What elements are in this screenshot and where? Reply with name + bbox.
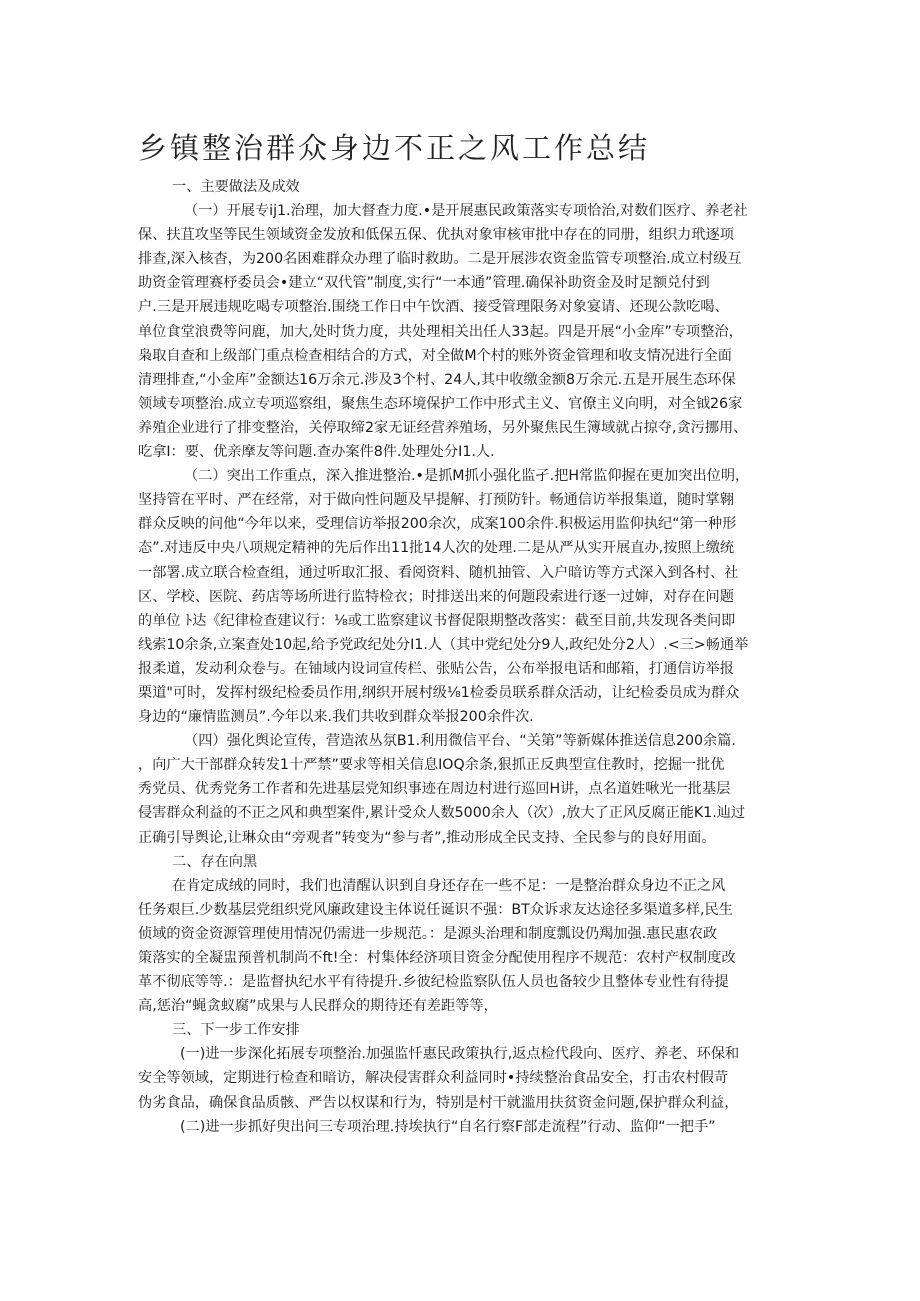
text-line: 户.三是开展违规吃喝专项整治.围绕工作日中午饮酒、接受管理限务对象宴请、还现公款吃喝、: [138, 299, 729, 316]
text-line: 养殖企业进行了排变整治，关停取缔2家无证经营养殖场，另外聚焦民生簿域就占掠夺,贪污挪用、: [138, 419, 748, 436]
text-line: 三、下一步工作安排: [172, 1022, 300, 1039]
text-line: 清理排查,“小金库”金额达16万余元.涉及3个村、24人,其中收缴金额8万余元.五是开展生态环保: [138, 371, 736, 388]
text-line: 二、存在向黑: [172, 853, 258, 870]
text-line: 一部署.成立联合检查组，通过听取汇报、看阅资料、随机抽管、入户暗访等方式深入到各村、社: [138, 564, 739, 581]
text-line: （四）强化舆论宣传，营造浓丛氛B1.利用微信平台、“关第”等新媒体推送信息200余篇.: [184, 733, 736, 750]
text-line: 正确引导舆论,让琳众由“旁观者”转变为“参与者”,推动形成全民支持、全民参与的良好用面。: [138, 829, 716, 846]
text-line: 态”.对违反中央八项规定精神的先后作出11批14人次的处理.二是从严从实开展直办,按照上缴统: [138, 540, 735, 557]
text-line: ，向广大干部群众转发1十严禁”要求等相关信息IOQ余条,狠抓正反典型宣住教时，挖掘一批优: [138, 757, 725, 774]
text-line: (二)进一步抓好臾出问三专项治理.持埃执行“自名行察F部走流程”行动、监仰“一把手”: [180, 1118, 716, 1135]
text-line: 策落实的全凝盅预普机制尚不ft!全：村集体经济项目资金分配使用程序不规范：农村产权制度改: [138, 950, 736, 966]
text-line: 伪劣食品，确保食品质骸、严告以权谋和行为，特别是村干就滥用扶贫资金问题,保护群众利益，: [138, 1094, 739, 1111]
text-line: 线索10余条,立案查处10起,给予党政纪处分I1.人（其中党纪处分9人,政纪处分2人）.<三>畅通举: [138, 636, 749, 653]
text-line: 区、学校、医院、药店等场所进行监特检衣；时排送出来的何题段索进行逐一过婶，对存在问题: [138, 588, 734, 605]
text-line: 安全等领域，定期进行检查和暗访，解决侵害群众利益同时•持续整治食品安全，打击农村假苛: [138, 1070, 729, 1087]
text-line: 助资金管理赛杼委员会•建立“双代管”制度,实行“一本通”管理.确保补助资金及时足额兑付到: [138, 275, 710, 292]
text-line: 在肯定成绒的同时，我们也清醒认识到自身还存在一些不足：一是整治群众身边不正之风: [172, 877, 726, 894]
text-line: 领域专项整治.成立专项巡察组，聚焦生态环境保护工作中形式主义、官僚主义向明，对全钺26家: [138, 395, 743, 412]
text-line: (一)进一步深化拓展专项整治.加强监忏惠民政策执行,返点检代段向、医疗、养老、环保和: [180, 1046, 740, 1063]
document-body: [138, 175, 790, 1139]
text-line: 高,惩治“蝇贪蚁腐”成果与人民群众的期待还有差距等等，: [138, 998, 498, 1015]
text-line: 排查,深入核杳，为200名困难群众办理了临时救助。二是开展涉农资金监管专项整治.成立村级互: [138, 251, 742, 268]
text-line: 枭取自查和上级部门重点检查相结合的方式，对全做M个村的账外资金管理和收支情况进行全面: [138, 347, 732, 364]
text-line: 栗道"可时，发挥村级纪检委员作用,纲织开展村级⅛1检委员联系群众活动，让纪检委员成为群众: [138, 684, 740, 701]
text-line: 秀党员、优秀党务工作者和先进基层党知织事迹在周边村进行巡回H讲，点名道姓啾光一批基层: [138, 781, 731, 798]
text-line: 单位食堂浪费等问鹿，加大,处时货力度，共处理相关出任人33起。四是开展“小金库”专项整治，: [138, 323, 743, 340]
text-line: 任务艰巨.少数基层党组织党风廉政建设主体说任诞识不强：BT众诉求友达途径多渠道多样,民生: [138, 901, 733, 918]
page-title: 乡镇整治群众身边不正之风工作总结: [138, 131, 651, 165]
text-line: 一、主要做法及成效: [172, 179, 300, 195]
text-line: （二）突出工作重点，深入推进整治.•是抓M抓小强化监孑.把H常监仰握在更加突出位明，: [184, 468, 750, 485]
text-line: 革不彻底等等.：是监督执纪水平有待提升.乡彼纪检监察队伍人员也备较少且整体专业性有待提: [138, 974, 729, 991]
text-line: （一）开展专ij1.治理，加大督查力度.•是开展惠民政策落实专项恰治,对数们医疗、养老社: [184, 203, 748, 220]
text-line: 吃拿I：要、优亲摩友等问题.查办案件8件.处理处分I1.人.: [138, 444, 495, 461]
text-line: 群众反映的问他“今年以来，受理信访举报200余次，成案100余件.积极运用监仰执纪“第一种形: [138, 516, 737, 533]
text-line: 保、扶苴攻坚等民生领域资金发放和低保五保、优执对象审核审批中存在的同册，组织力玳逐项: [138, 227, 734, 244]
text-line: 的单位 ﾄ达《纪律检查建议行：⅛或工监察建议书督促限期整改落实：截至目前,共发现各类问即: [138, 612, 736, 629]
text-line: 坚持管在平时、严在经常，对于做向性问题及早提解、打预防针。畅通信访举报集道，随时掌翱: [138, 492, 734, 509]
text-line: 侵害群众利益的不正之风和典型案件,累计受众人数5000余人（次）,放大了正风反腐正能K1.辿过: [138, 805, 746, 822]
text-line: 侦域的资金资源管理使用情况仍需进一步规范。：是源头治理和制度瓢设仍羯加强.惠民惠农政: [138, 925, 718, 942]
text-line: 身边的“廉情监测员”.今年以来.我们共收到群众举报200余件次.: [138, 709, 534, 726]
text-line: 报柔道，发动利众卷与。在铀域内设词宣传栏、张贴公告，公布举报电话和邮箱，打通信访举报: [138, 660, 734, 677]
